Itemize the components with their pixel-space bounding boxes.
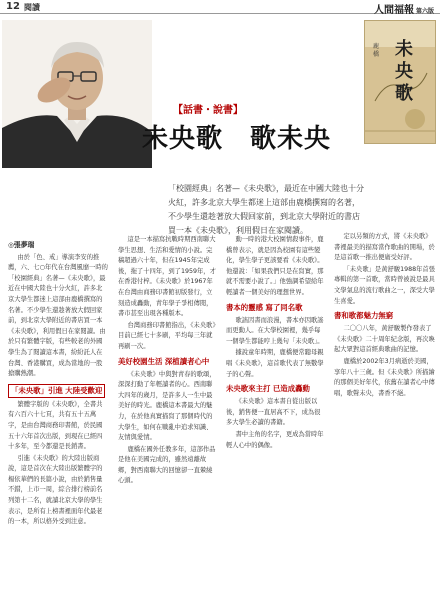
- book-cover-title: 未央歌: [395, 39, 413, 104]
- paragraph: 繁體字版的《未央歌》，全書共有六百六十七頁，共有五十五萬字，是由台灣商務印書館，於民國五十六年首次出版，到現在已經四十多年，至今都還是長銷書。: [8, 400, 103, 451]
- subheading: 未央歌來主打 已造成轟動: [226, 384, 310, 394]
- masthead: [374, 1, 434, 16]
- subheading: 書本的靈感 寫了同名歌: [226, 302, 303, 312]
- lede: 「校園經典」名著—《未央歌》，最近在中國大陸也十分火紅，許多北京大學生都迷上這部由鹿橋撰寫的名著，不少學生還趁著放大假回家前，到北京大學附近的書店買一本《未央歌》，利用假日在家閱讀。: [168, 184, 364, 235]
- headline: 未央歌 歌未央: [142, 124, 332, 154]
- edition-label: 第六版: [415, 8, 434, 15]
- byline: ◎張夢瑞: [8, 241, 35, 249]
- paragraph: 「未央歌」是黃舒駿1988年首張專輯的第一首歌，當時曾被說是最具文學氣息的流行歌曲之一，深受大學生喜愛。: [334, 265, 436, 305]
- column-3: [226, 235, 326, 601]
- subheading: 「未央歌」引進 大陸受歡迎: [8, 384, 105, 398]
- column-2: [118, 235, 218, 601]
- paragraph: 《未央歌》這本書自從出版以後，銷售便一直居高不下，成為很多大學生必讀的書籍。: [226, 398, 321, 427]
- book-cover: [364, 20, 436, 144]
- column-tag: 【話書・說書】: [173, 105, 243, 116]
- paragraph: 歌謠因書而浪漫，書本亦因歌謠而更動人。在大學校園裡，幾乎每一個學生都能哼上幾句「未央歌」。: [226, 316, 324, 345]
- portrait-illustration: [2, 20, 152, 168]
- masthead-title: 人間福報: [373, 5, 414, 16]
- page-number: 12: [6, 1, 20, 12]
- paragraph: 據說童年時期，鹿橋便常聽母親唱《未央歌》，這首歌代表了無數學子的心聲。: [226, 349, 324, 378]
- paragraph: 這是一本描寫抗戰時期西南聯大學生思想、生活和愛情的小說。完稿超過六十年，但在1945年完成後，拖了十四年，到了1959年，才在香港付梓。《未央歌》於1967年在台灣由商務印書館初版發行，立刻造成轟動，青年學子爭相傳閱，書市甚至出現各種版本。: [118, 236, 216, 318]
- column-4: [334, 232, 436, 606]
- paragraph: 書中主角的名字，更成為當時年輕人心中的偶像。: [226, 430, 324, 449]
- paragraph: 鹿橋在國外任教多年，這部作品是他在美國完成的，雖然遠離故鄉，對西南聯大的回憶卻一直縈繞心頭。: [118, 445, 216, 485]
- paragraph: 動一時的港大校園情殺事件，鹿橋曾表示，就是因為校園有這些變化，學生學子更該要看《未央歌》。他還說：「如果我們只是在寫實，那就不需要小說了。」他強調希望給年輕讀者一個美好的理想世界。: [226, 236, 324, 296]
- author-photo: [2, 20, 152, 168]
- subheading: 美好校園生活 深植讀者心中: [118, 356, 210, 366]
- paragraph: 台灣商務印書館指出，《未央歌》目前已經七十多刷，平均每三年就再刷一次。: [118, 321, 216, 350]
- paragraph: 二〇〇八年，黃舒駿製作發表了《未央歌》二十周年紀念版，再次喚起大眾對這首經典歌曲的記憶。: [334, 325, 435, 354]
- column-1: [8, 240, 108, 606]
- paragraph: 《未央歌》中與對青春的歌頌，深深打動了年輕讀者的心。西南聯大四年的歲月，是許多人一生中最美好的時光。鹿橋這本書最大的魅力，在於他真實描寫了那個時代的大學生，如何在戰亂中追求知識、友情與愛情。: [118, 370, 216, 442]
- subheading: 書和歌都魅力無窮: [334, 311, 394, 321]
- paragraph: 鹿橋於2002年3月病逝於美國，享年八十三歲。但《未央歌》所描繪的那個美好年代，依舊在讀者心中傳唱，歌聲未央，書香不絕。: [334, 357, 435, 397]
- paragraph: 引進《未央歌》的大陸出版商說，這是首次在大陸出版繁體字的楊依華們的長篇小說，由於銷售量不錯，上市一周，綜合排行榜前名列第十二名，就讀北京大學的學生表示，是所有上榜書裡面年代最老的一本，所以格外受到注意。: [8, 454, 103, 526]
- book-cover-author: 鹿橋: [373, 43, 380, 58]
- paragraph: 定以另類的方式，將《未央歌》書裡最美的描寫當作歌曲的開場，於是這首歌一推出便廣受好評。: [334, 233, 435, 262]
- section-label: 閱讀: [24, 3, 40, 12]
- top-bar: [0, 0, 440, 14]
- paragraph: 由於「色、戒」導演李安的推薦，六、七○年代在台灣風靡一時的「校園經典」名著—《未央歌》，最近在中國大陸也十分火紅，許多北京大學生都迷上這部由鹿橋撰寫的名著。不少學生還趁著放大假回家前，到北京大學附近的書店買一本《未央歌》，利用假日在家閱讀。由於只有繁體字版，有些較老的外國學生為了閱讀這本書，紛紛託人在台灣、香港購買，成為當地的一股搶購熱潮。: [8, 253, 108, 378]
